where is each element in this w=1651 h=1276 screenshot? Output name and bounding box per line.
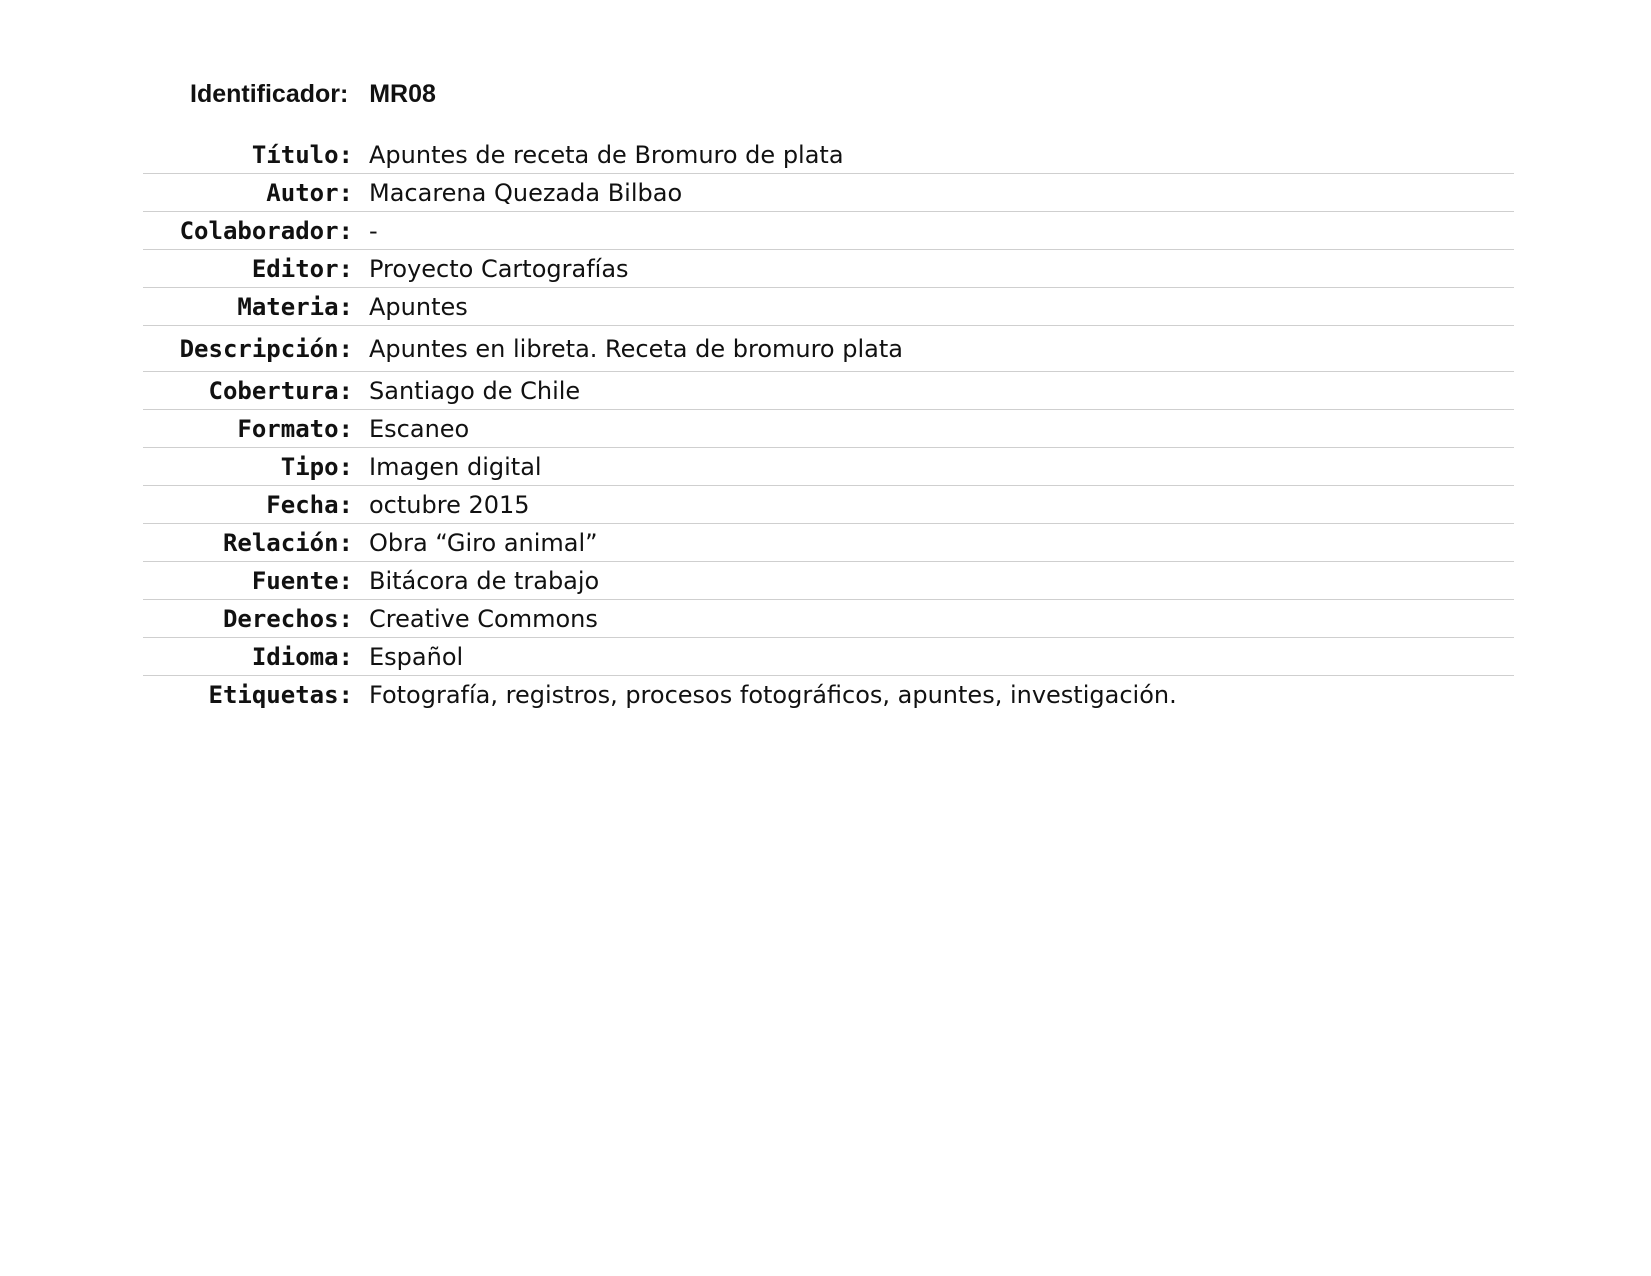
field-label: Relación: xyxy=(222,528,353,557)
field-label: Formato: xyxy=(237,414,353,443)
field-value: Santiago de Chile xyxy=(369,376,581,405)
field-label: Fecha: xyxy=(266,490,353,519)
field-value: Proyecto Cartografías xyxy=(369,254,629,283)
field-label: Título: xyxy=(251,140,353,169)
field-value: Apuntes xyxy=(369,292,468,321)
field-label: Materia: xyxy=(237,292,353,321)
row-tipo xyxy=(143,448,1514,486)
field-value: Macarena Quezada Bilbao xyxy=(369,178,683,207)
field-value: Obra “Giro animal” xyxy=(369,528,598,557)
field-label: Colaborador: xyxy=(179,216,353,245)
record-identifier xyxy=(190,80,436,109)
row-colaborador xyxy=(143,212,1514,250)
field-value: Bitácora de trabajo xyxy=(369,566,600,595)
field-value: octubre 2015 xyxy=(369,490,530,519)
row-fuente xyxy=(143,562,1514,600)
identifier-value: MR08 xyxy=(369,80,436,108)
row-idioma xyxy=(143,638,1514,676)
field-value: Español xyxy=(369,642,464,671)
field-label: Derechos: xyxy=(222,604,353,633)
field-label: Cobertura: xyxy=(208,376,353,405)
field-label: Fuente: xyxy=(251,566,353,595)
row-formato xyxy=(143,410,1514,448)
identifier-label: Identificador: xyxy=(190,80,349,108)
field-label: Descripción: xyxy=(179,334,353,363)
row-derechos xyxy=(143,600,1514,638)
row-cobertura xyxy=(143,372,1514,410)
row-descripcion xyxy=(143,326,1514,372)
field-value: Apuntes de receta de Bromuro de plata xyxy=(369,140,844,169)
row-materia xyxy=(143,288,1514,326)
row-autor xyxy=(143,174,1514,212)
field-value: Escaneo xyxy=(369,414,470,443)
field-label: Autor: xyxy=(266,178,353,207)
metadata-table xyxy=(143,136,1514,714)
field-value: Fotografía, registros, procesos fotográficos, apuntes, investigación. xyxy=(369,681,1177,709)
field-label: Tipo: xyxy=(280,452,353,481)
field-value: - xyxy=(369,216,378,245)
row-editor xyxy=(143,250,1514,288)
field-label: Idioma: xyxy=(251,642,353,671)
field-label: Editor: xyxy=(251,254,353,283)
row-titulo xyxy=(143,136,1514,174)
field-value: Apuntes en libreta. Receta de bromuro plata xyxy=(369,334,903,363)
field-value: Imagen digital xyxy=(369,452,542,481)
row-relacion xyxy=(143,524,1514,562)
field-label: Etiquetas: xyxy=(208,681,353,709)
row-etiquetas xyxy=(143,676,1514,714)
field-value: Creative Commons xyxy=(369,604,598,633)
row-fecha xyxy=(143,486,1514,524)
